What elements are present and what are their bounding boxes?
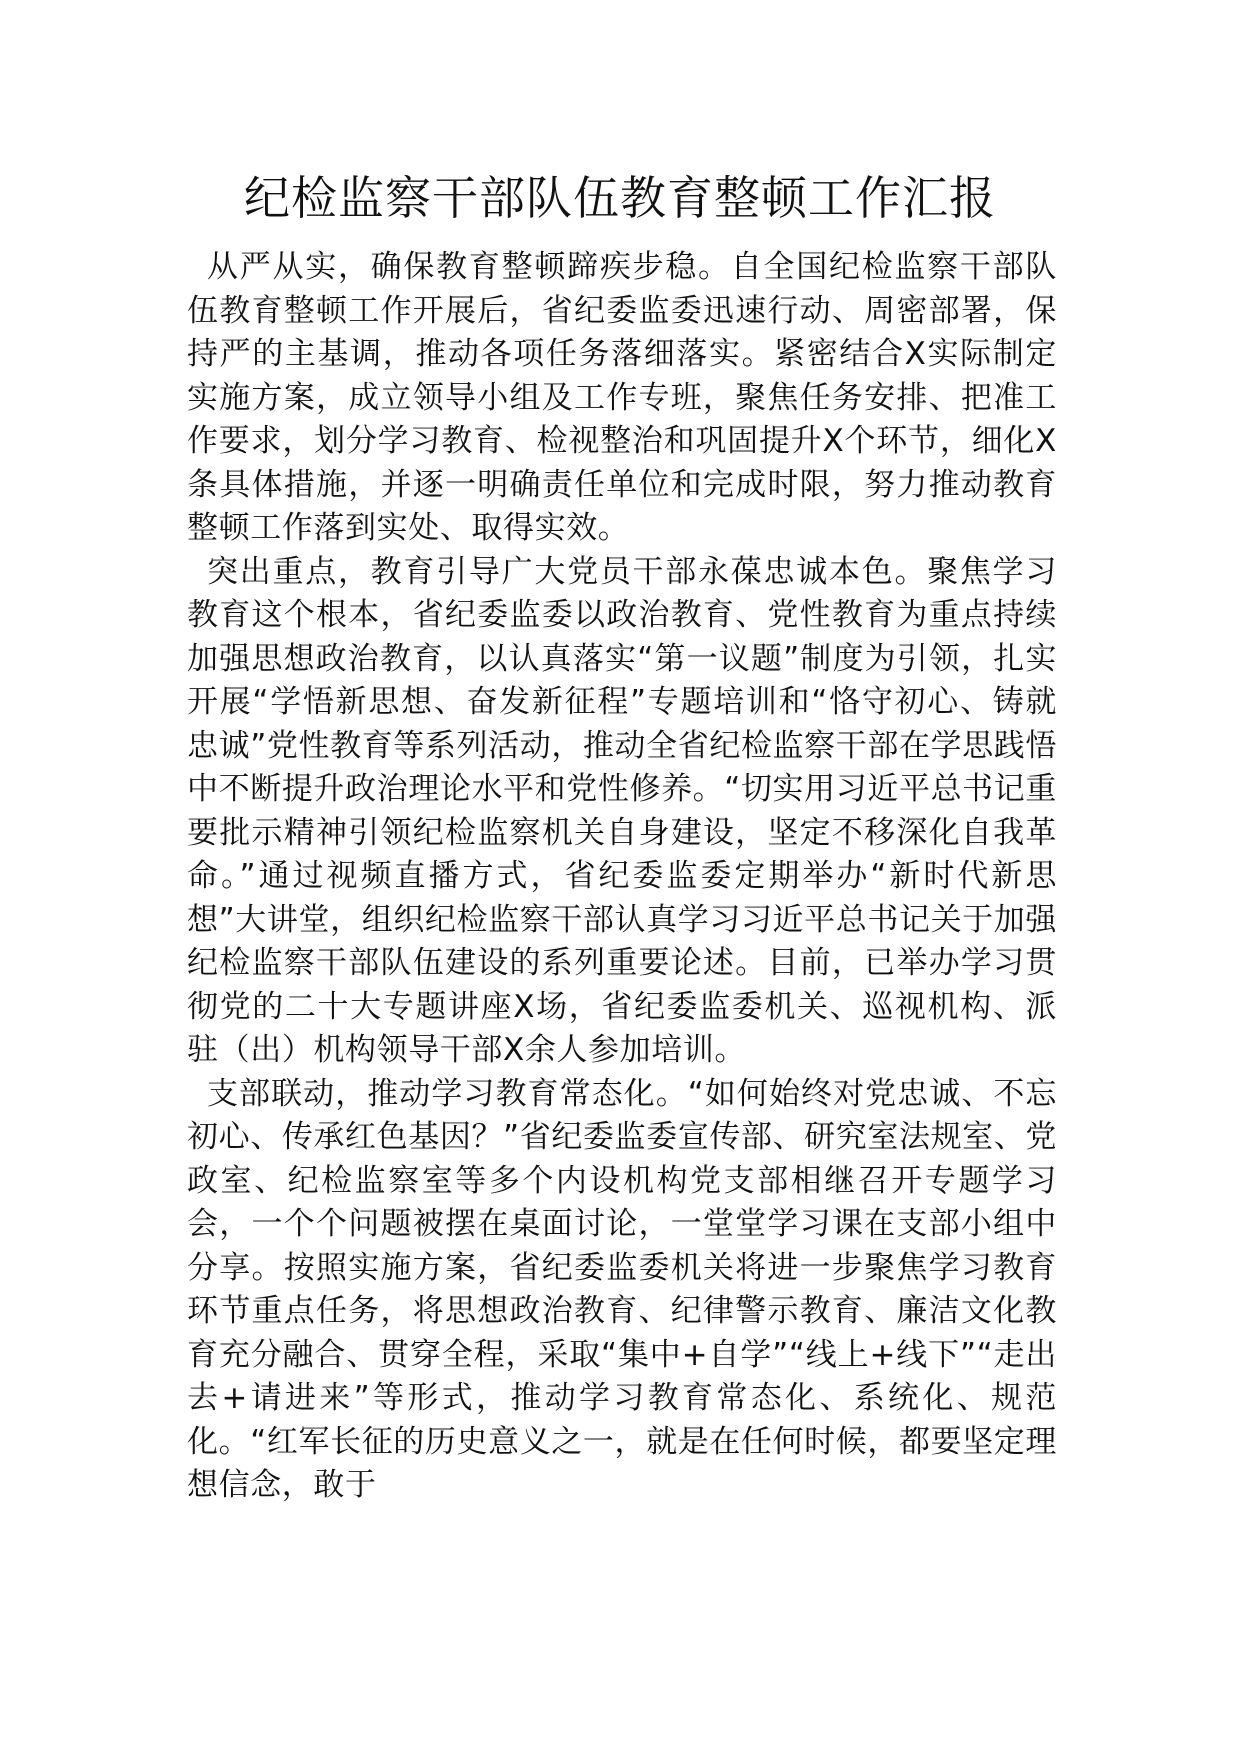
paragraph-2: 突出重点，教育引导广大党员干部永葆忠诚本色。聚焦学习教育这个根本，省纪委监委以政治教育、党性教育为重点持续加强思想政治教育，以认真落实“第一议题”制度为引领，扎实开展“学悟新思想、奋发新征程”专题培训和“恪守初心、铸就忠诚”党性教育等系列活动，推动全省纪检监察干部在学思践悟中不断提升政治理论水平和党性修养。“切实用习近平总书记重要批示精神引领纪检监察机关自身建设，坚定不移深化自我革命。”通过视频直播方式，省纪委监委定期举办“新时代新思想”大讲堂，组织纪检监察干部认真学习习近平总书记关于加强纪检监察干部队伍建设的系列重要论述。目前，已举办学习贯彻党的二十大专题讲座X场，省纪委监委机关、巡视机构、派驻（出）机构领导干部X余人参加培训。	[187, 553, 1057, 1068]
paragraph-1: 从严从实，确保教育整顿蹄疾步稳。自全国纪检监察干部队伍教育整顿工作开展后，省纪委监委迅速行动、周密部署，保持严的主基调，推动各项任务落细落实。紧密结合X实际制定实施方案，成立领导小组及工作专班，聚焦任务安排、把准工作要求，划分学习教育、检视整治和巩固提升X个环节，细化X条具体措施，并逐一明确责任单位和完成时限，努力推动教育整顿工作落到实处、取得实效。	[187, 249, 1057, 546]
document-title: 纪检监察干部队伍教育整顿工作汇报	[244, 171, 996, 225]
paragraph-3: 支部联动，推动学习教育常态化。“如何始终对党忠诚、不忘初心、传承红色基因？”省纪委监委宣传部、研究室法规室、党政室、纪检监察室等多个内设机构党支部相继召开专题学习会，一个个问题被摆在桌面讨论，一堂堂学习课在支部小组中分享。按照实施方案，省纪委监委机关将进一步聚焦学习教育环节重点任务，将思想政治教育、纪律警示教育、廉洁文化教育充分融合、贯穿全程，采取“集中+自学”“线上+线下”“走出去+请进来”等形式，推动学习教育常态化、系统化、规范化。“红军长征的历史意义之一，就是在任何时候，都要坚定理想信念，敢于	[187, 1075, 1057, 1503]
document-body	[187, 246, 1057, 1508]
